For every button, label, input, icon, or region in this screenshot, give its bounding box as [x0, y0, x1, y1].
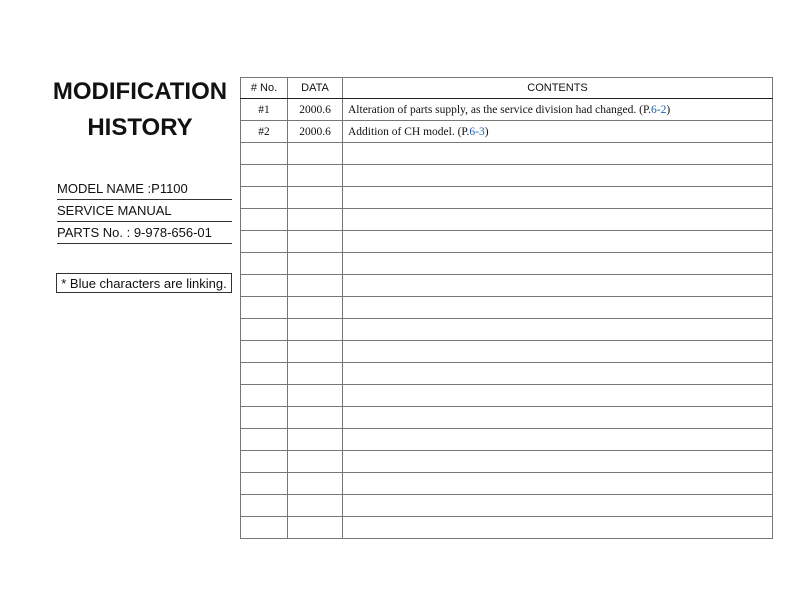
manual-type: SERVICE MANUAL	[57, 200, 232, 222]
empty-cell	[343, 495, 773, 517]
row-date: 2000.6	[288, 99, 343, 121]
empty-table-row	[241, 165, 773, 187]
empty-cell	[288, 143, 343, 165]
row-no: #1	[241, 99, 288, 121]
contents-text: Alteration of parts supply, as the service division had changed. (P.	[348, 103, 651, 116]
contents-close: )	[484, 125, 489, 138]
title-line-1: MODIFICATION	[52, 78, 228, 105]
empty-cell	[288, 429, 343, 451]
empty-table-row	[241, 451, 773, 473]
empty-cell	[241, 473, 288, 495]
table-header-row	[241, 78, 773, 99]
empty-table-row	[241, 253, 773, 275]
parts-number: PARTS No. : 9-978-656-01	[57, 222, 232, 244]
table-row	[241, 99, 773, 121]
empty-cell	[343, 231, 773, 253]
empty-table-row	[241, 341, 773, 363]
empty-table-row	[241, 275, 773, 297]
page-link[interactable]: 6-3	[469, 125, 485, 138]
row-no: #2	[241, 121, 288, 143]
empty-cell	[241, 407, 288, 429]
empty-cell	[343, 165, 773, 187]
empty-cell	[343, 297, 773, 319]
header-contents: CONTENTS	[343, 78, 773, 99]
row-date: 2000.6	[288, 121, 343, 143]
empty-cell	[288, 385, 343, 407]
empty-table-row	[241, 319, 773, 341]
empty-cell	[288, 187, 343, 209]
empty-cell	[288, 451, 343, 473]
empty-cell	[343, 275, 773, 297]
empty-cell	[288, 363, 343, 385]
empty-table-row	[241, 231, 773, 253]
empty-cell	[288, 319, 343, 341]
model-info	[57, 178, 232, 244]
table-row	[241, 121, 773, 143]
empty-cell	[241, 297, 288, 319]
empty-cell	[241, 143, 288, 165]
page-link[interactable]: 6-2	[650, 103, 667, 116]
empty-cell	[288, 165, 343, 187]
empty-cell	[343, 209, 773, 231]
empty-cell	[288, 209, 343, 231]
empty-cell	[343, 253, 773, 275]
empty-table-row	[241, 143, 773, 165]
contents-close: )	[666, 103, 671, 116]
empty-cell	[288, 495, 343, 517]
title-line-2: HISTORY	[87, 114, 193, 141]
model-name: MODEL NAME :P1100	[57, 178, 232, 200]
empty-cell	[343, 187, 773, 209]
contents-text: Addition of CH model. (P.	[348, 125, 470, 138]
empty-cell	[241, 319, 288, 341]
empty-cell	[241, 231, 288, 253]
empty-cell	[288, 297, 343, 319]
empty-cell	[288, 253, 343, 275]
empty-cell	[241, 385, 288, 407]
empty-table-row	[241, 187, 773, 209]
empty-cell	[343, 143, 773, 165]
modification-history-table	[240, 77, 773, 539]
row-contents	[343, 121, 773, 143]
empty-cell	[241, 187, 288, 209]
empty-cell	[241, 517, 288, 539]
empty-cell	[343, 363, 773, 385]
empty-cell	[241, 341, 288, 363]
empty-cell	[343, 341, 773, 363]
empty-cell	[241, 495, 288, 517]
empty-cell	[343, 407, 773, 429]
empty-table-row	[241, 385, 773, 407]
empty-cell	[343, 429, 773, 451]
row-contents	[343, 99, 773, 121]
empty-table-row	[241, 473, 773, 495]
empty-table-row	[241, 429, 773, 451]
empty-cell	[343, 451, 773, 473]
header-date: DATA	[288, 78, 343, 99]
empty-cell	[343, 319, 773, 341]
empty-cell	[241, 429, 288, 451]
empty-cell	[241, 363, 288, 385]
empty-cell	[288, 231, 343, 253]
empty-cell	[288, 473, 343, 495]
empty-cell	[241, 451, 288, 473]
empty-table-row	[241, 363, 773, 385]
empty-cell	[241, 275, 288, 297]
header-no: # No.	[241, 78, 288, 99]
empty-cell	[343, 473, 773, 495]
page-title	[40, 74, 240, 146]
empty-table-row	[241, 517, 773, 539]
link-note: * Blue characters are linking.	[56, 273, 232, 293]
empty-cell	[241, 165, 288, 187]
empty-cell	[343, 517, 773, 539]
empty-table-row	[241, 495, 773, 517]
empty-cell	[288, 517, 343, 539]
empty-cell	[288, 275, 343, 297]
empty-table-row	[241, 209, 773, 231]
empty-table-row	[241, 297, 773, 319]
empty-cell	[288, 341, 343, 363]
empty-cell	[288, 407, 343, 429]
empty-cell	[343, 385, 773, 407]
empty-cell	[241, 253, 288, 275]
empty-table-row	[241, 407, 773, 429]
empty-cell	[241, 209, 288, 231]
